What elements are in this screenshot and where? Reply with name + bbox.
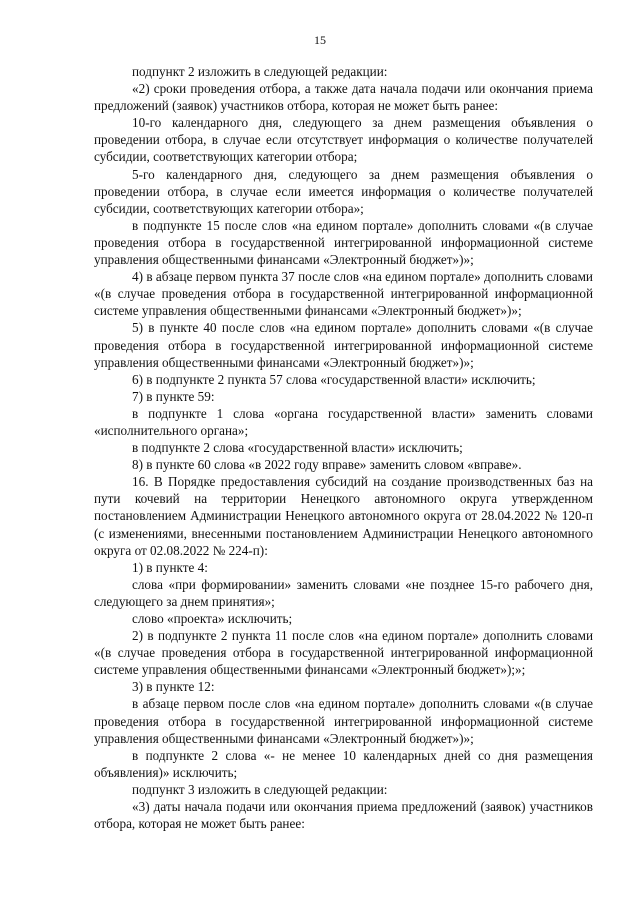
paragraph: в подпункте 2 слова «- не менее 10 календарных дней со дня размещения объявления)» исключить; bbox=[94, 747, 593, 780]
paragraph: 16. В Порядке предоставления субсидий на создание производственных баз на пути кочевий на территории Ненецкого автономного округа утвержденном постановлением Администрации Ненецкого автономного округа от 28.04.2022 № 120-п (с изменениями, внесенными постановлением Администрации Ненецкого автономного округа от 02.08.2022 № 224-п): bbox=[94, 474, 593, 558]
paragraph: 2) в подпункте 2 пункта 11 после слов «на едином портале» дополнить словами «(в случае проведения отбора в государственной интегрированной информационной системе управления общественными финансами «Электронный бюджет»);»; bbox=[94, 628, 593, 678]
paragraph: 5) в пункте 40 после слов «на едином портале» дополнить словами «(в случае проведения отбора в государственной интегрированной информационной системе управления общественными финансами «Электронный бюджет»)»; bbox=[94, 320, 593, 370]
paragraph: 7) в пункте 59: bbox=[132, 388, 215, 404]
document-body bbox=[94, 63, 593, 832]
paragraph: 5-го календарного дня, следующего за днем размещения объявления о проведении отбора, в случае если имеется информация о количестве получателей субсидии, соответствующих категории отбора»; bbox=[94, 166, 593, 216]
paragraph: в абзаце первом после слов «на едином портале» дополнить словами «(в случае проведения отбора в государственной интегрированной информационной системе управления общественными финансами «Электронный бюджет»)»; bbox=[94, 696, 593, 746]
paragraph: слова «при формировании» заменить словами «не позднее 15-го рабочего дня, следующего за днем принятия»; bbox=[94, 576, 593, 609]
paragraph: 1) в пункте 4: bbox=[132, 559, 208, 575]
paragraph: 3) в пункте 12: bbox=[132, 679, 215, 695]
paragraph: 8) в пункте 60 слова «в 2022 году вправе» заменить словом «вправе». bbox=[132, 457, 522, 473]
paragraph: «2) сроки проведения отбора, а также дата начала подачи или окончания приема предложений (заявок) участников отбора, которая не может быть ранее: bbox=[94, 81, 593, 114]
paragraph: подпункт 2 изложить в следующей редакции: bbox=[132, 64, 388, 79]
paragraph: в подпункте 2 слова «государственной власти» исключить; bbox=[132, 440, 463, 456]
page-number: 15 bbox=[314, 33, 326, 47]
paragraph: 4) в абзаце первом пункта 37 после слов «на едином портале» дополнить словами «(в случае проведения отбора в государственной интегрированной информационной системе управления общественными финансами «Электронный бюджет»)»; bbox=[94, 269, 593, 319]
paragraph: «3) даты начала подачи или окончания приема предложений (заявок) участников отбора, которая не может быть ранее: bbox=[94, 799, 593, 832]
paragraph: подпункт 3 изложить в следующей редакции: bbox=[132, 781, 388, 797]
paragraph: слово «проекта» исключить; bbox=[132, 611, 293, 626]
paragraph: в подпункте 1 слова «органа государственной власти» заменить словами «исполнительного органа»; bbox=[94, 405, 593, 438]
paragraph: 10-го календарного дня, следующего за днем размещения объявления о проведении отбора, в случае если отсутствует информация о количестве получателей субсидии, соответствующих категории отбора; bbox=[94, 115, 593, 165]
paragraph: 6) в подпункте 2 пункта 57 слова «государственной власти» исключить; bbox=[132, 371, 536, 387]
paragraph: в подпункте 15 после слов «на едином портале» дополнить словами «(в случае проведения отбора в государственной интегрированной информационной системе управления общественными финансами «Электронный бюджет»)»; bbox=[94, 217, 593, 268]
